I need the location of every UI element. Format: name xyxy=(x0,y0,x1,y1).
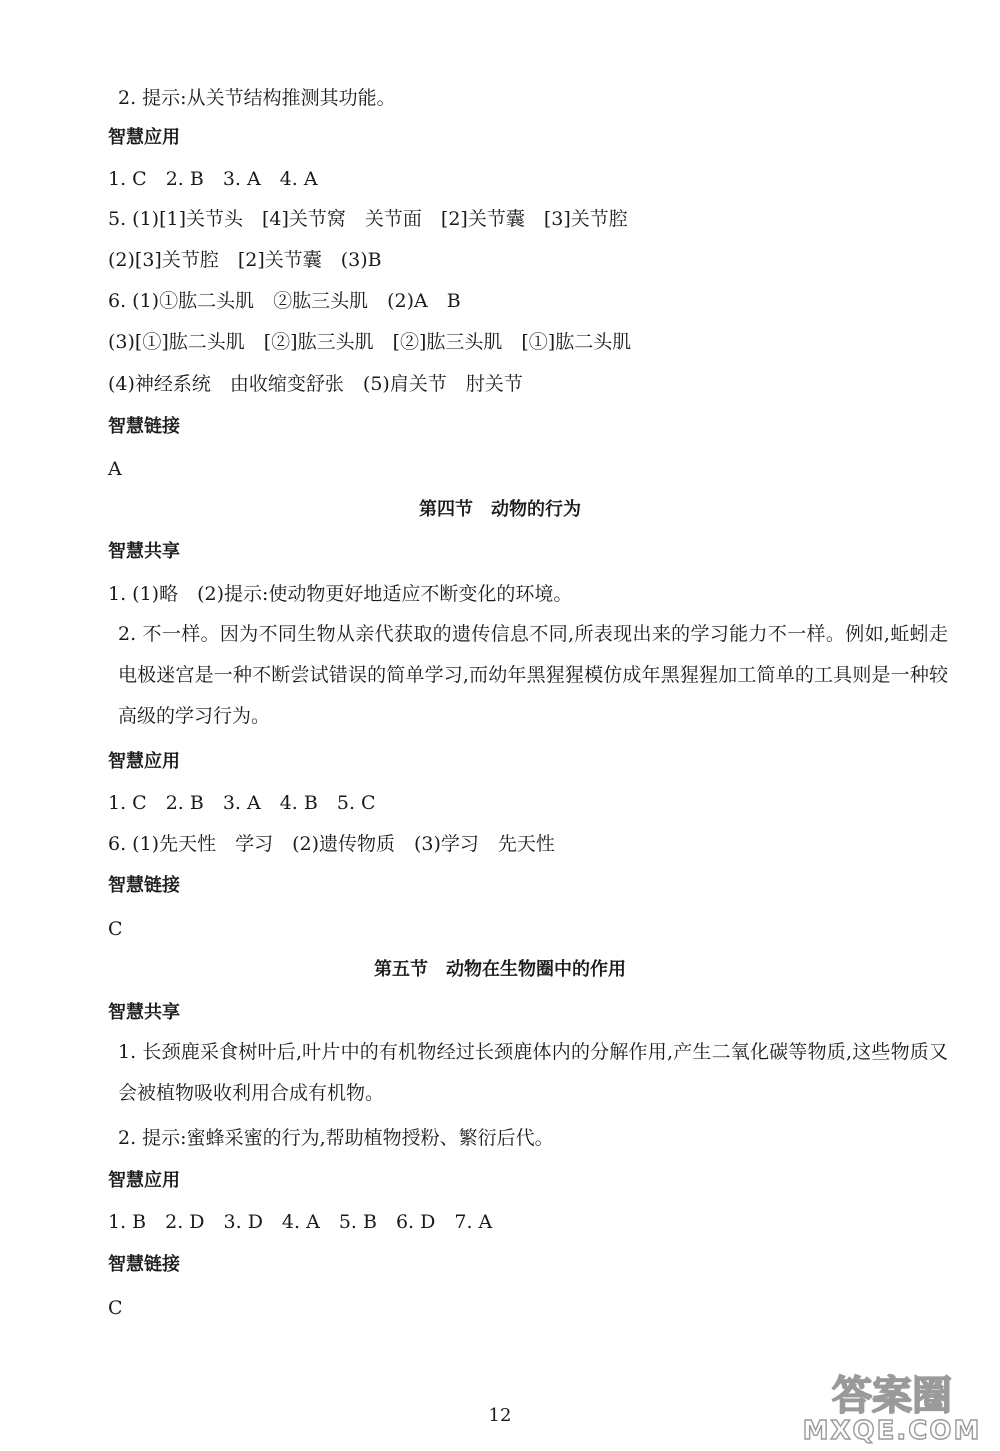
link-answer: C xyxy=(108,1297,123,1319)
answer-line: 6. (1)①肱二头肌 ②肱三头肌 (2)A B xyxy=(108,290,461,312)
heading-wisdom-share: 智慧共享 xyxy=(108,541,180,562)
section-title: 第四节 动物的行为 xyxy=(419,499,581,520)
answer-line: 2. 提示:蜜蜂采蜜的行为,帮助植物授粉、繁衍后代。 xyxy=(118,1127,554,1149)
heading-wisdom-application: 智慧应用 xyxy=(108,1170,180,1191)
section-title: 第五节 动物在生物圈中的作用 xyxy=(374,959,626,980)
answer-line: 5. (1)[1]关节头 [4]关节窝 关节面 [2]关节囊 [3]关节腔 xyxy=(108,208,628,230)
answer-paragraph xyxy=(108,1032,948,1114)
watermark-logo xyxy=(792,1365,992,1445)
watermark-url: MXQE.COM xyxy=(802,1416,982,1445)
answer-line: 1. C 2. B 3. A 4. A xyxy=(108,168,318,190)
watermark-text: 答案圈 xyxy=(832,1373,952,1419)
hint-2: 2. 提示:从关节结构推测其功能。 xyxy=(118,87,396,109)
answer-line: (2)[3]关节腔 [2]关节囊 (3)B xyxy=(108,249,382,271)
link-answer: A xyxy=(108,458,122,480)
heading-wisdom-link: 智慧链接 xyxy=(108,416,180,437)
answer-paragraph xyxy=(108,614,948,737)
answer-line: 1. (1)略 (2)提示:使动物更好地适应不断变化的环境。 xyxy=(108,583,573,605)
answer-line: 6. (1)先天性 学习 (2)遗传物质 (3)学习 先天性 xyxy=(108,833,555,855)
heading-wisdom-link: 智慧链接 xyxy=(108,1254,180,1275)
answer-line: (3)[①]肱二头肌 [②]肱三头肌 [②]肱三头肌 [①]肱二头肌 xyxy=(108,331,632,353)
answer-line: (4)神经系统 由收缩变舒张 (5)肩关节 肘关节 xyxy=(108,373,523,395)
paragraph-text: 2. 不一样。因为不同生物从亲代获取的遗传信息不同,所表现出来的学习能力不一样。例如,蚯蚓走电极迷宫是一种不断尝试错误的简单学习,而幼年黑猩猩模仿成年黑猩猩加工简单的工具则是一种较高级的学习行为。 xyxy=(118,623,948,727)
heading-wisdom-application: 智慧应用 xyxy=(108,127,180,148)
page-number: 12 xyxy=(488,1405,512,1426)
heading-wisdom-application: 智慧应用 xyxy=(108,751,180,772)
answer-line: 1. C 2. B 3. A 4. B 5. C xyxy=(108,792,376,814)
heading-wisdom-share: 智慧共享 xyxy=(108,1002,180,1023)
heading-wisdom-link: 智慧链接 xyxy=(108,875,180,896)
paragraph-text: 1. 长颈鹿采食树叶后,叶片中的有机物经过长颈鹿体内的分解作用,产生二氧化碳等物质,这些物质又会被植物吸收利用合成有机物。 xyxy=(118,1041,948,1104)
link-answer: C xyxy=(108,918,123,940)
answer-line: 1. B 2. D 3. D 4. A 5. B 6. D 7. A xyxy=(108,1211,493,1233)
